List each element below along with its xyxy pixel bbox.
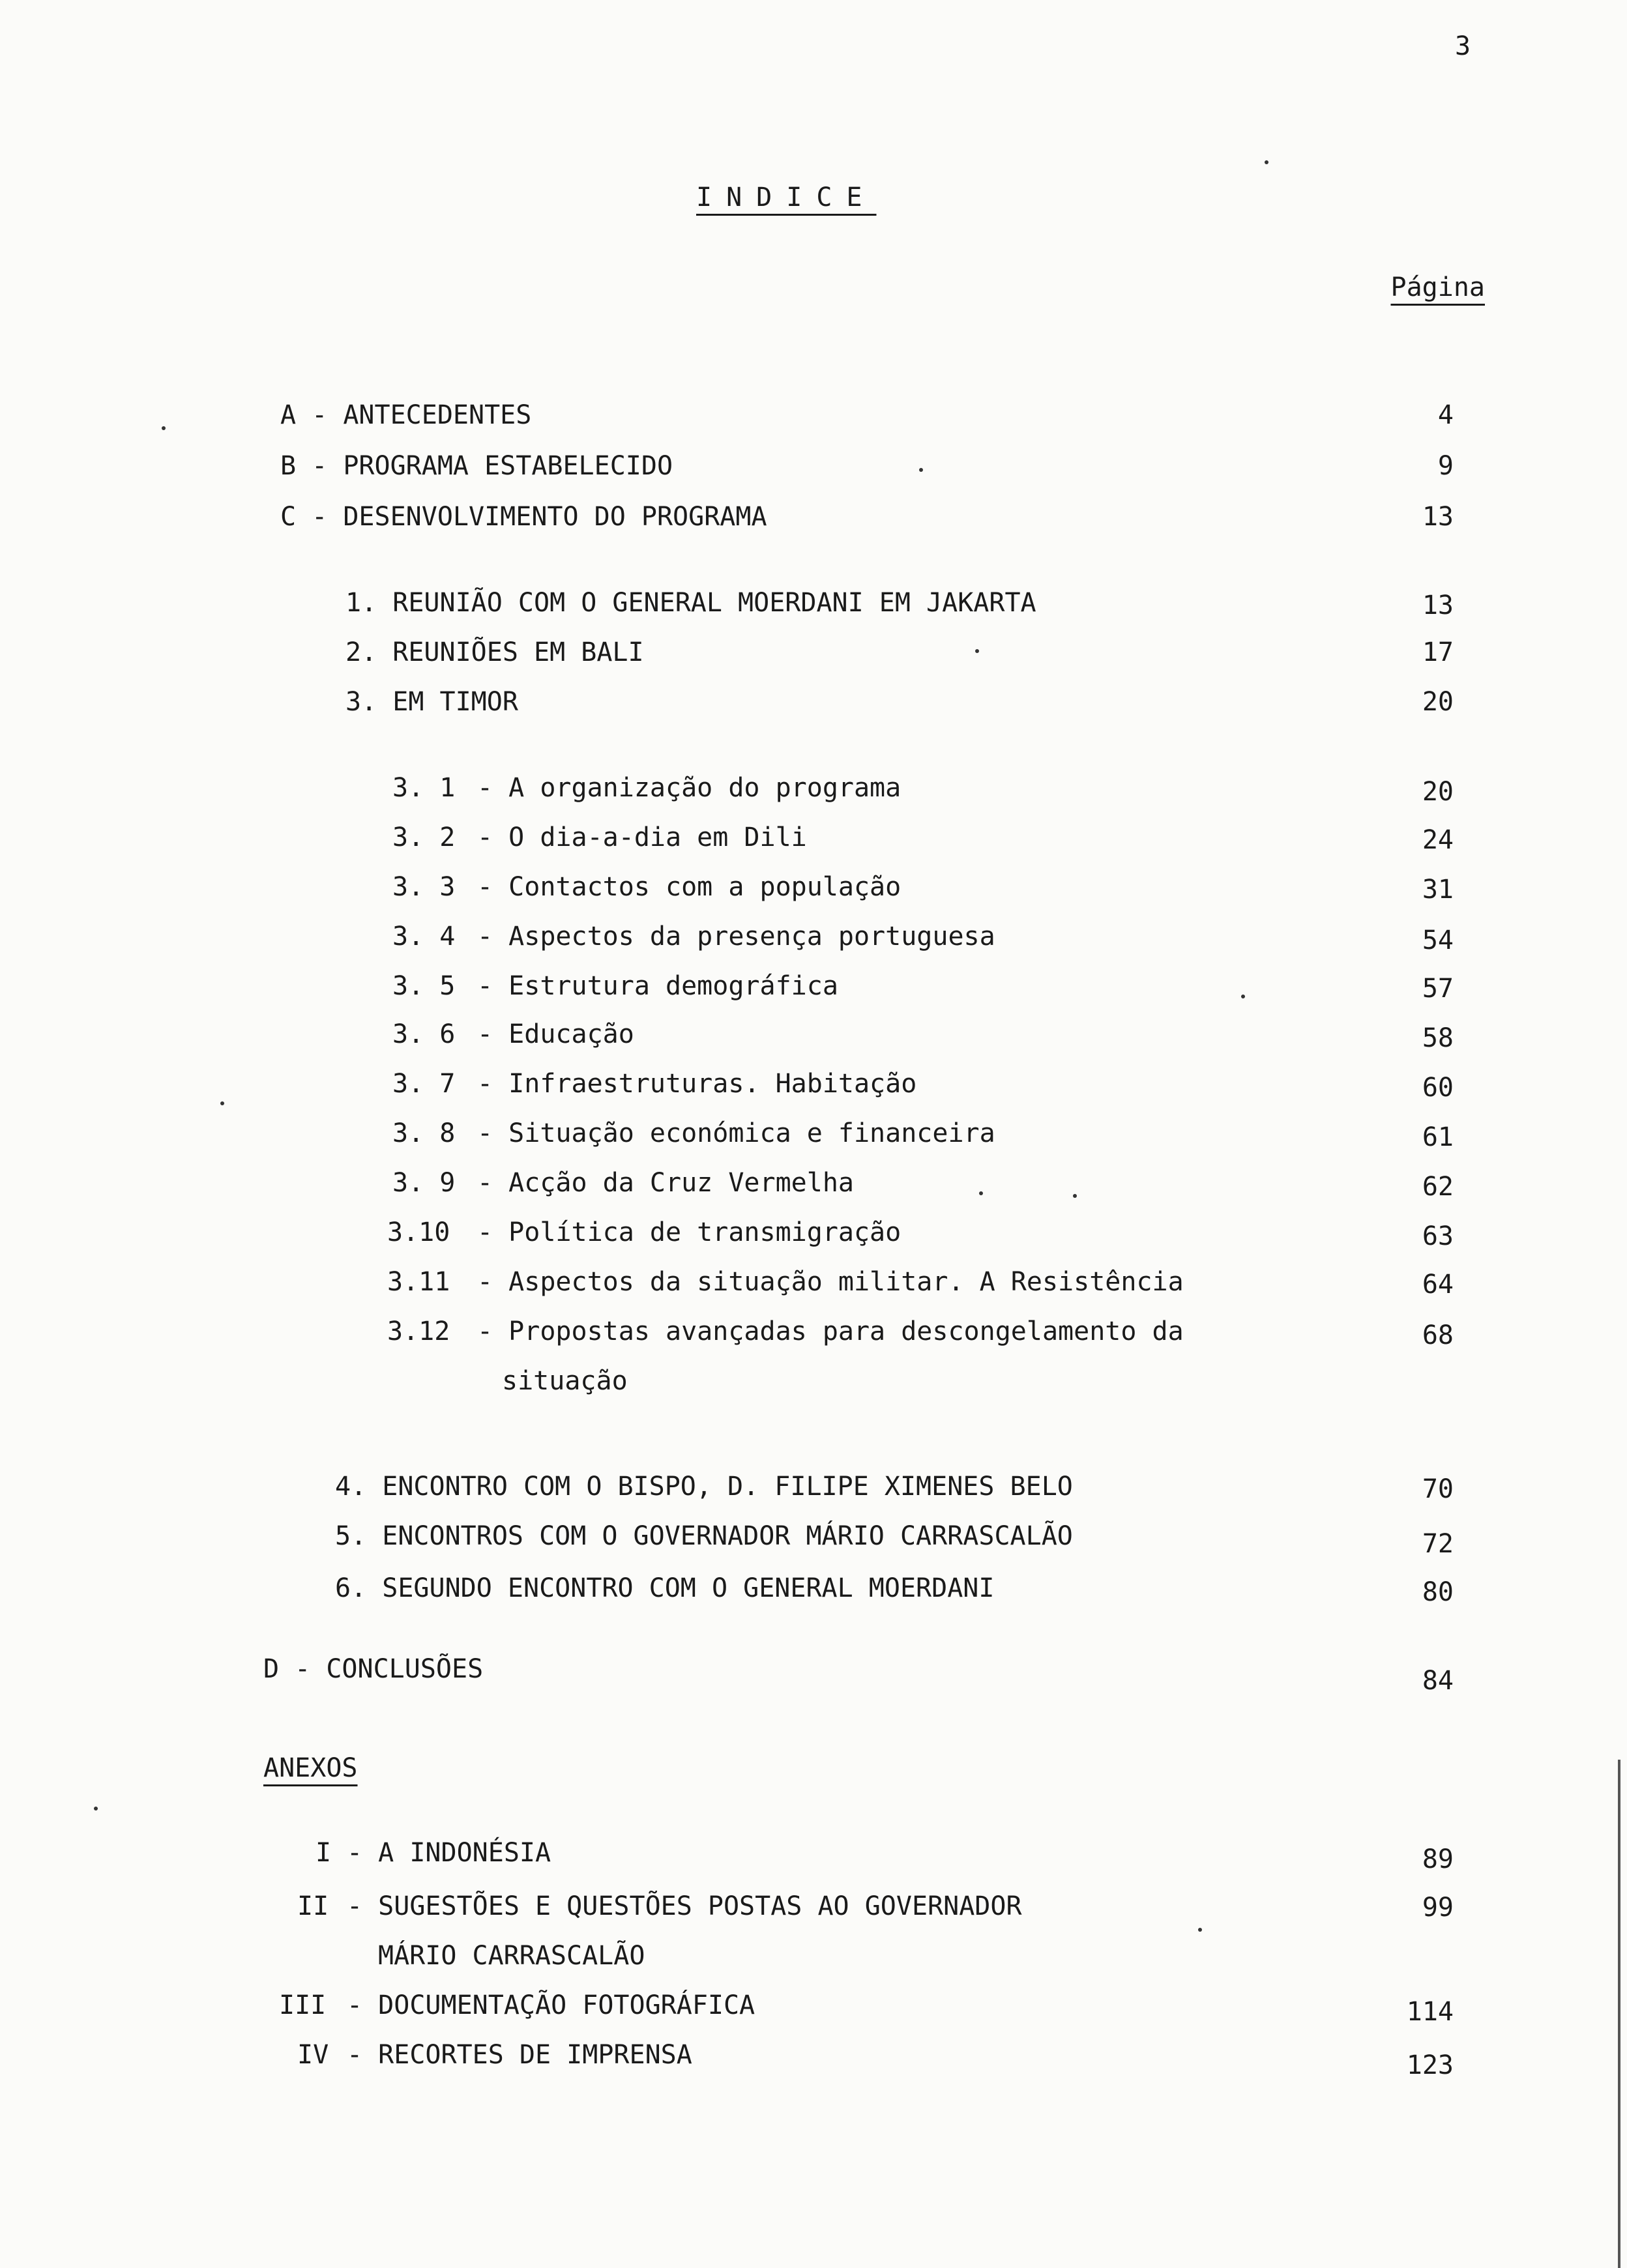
annex-entry-i: - A INDONÉSIA: [347, 1838, 551, 1868]
scan-speck: [919, 468, 923, 472]
toc-page-5: 72: [1422, 1529, 1454, 1559]
annex-entry-ii: - SUGESTÕES E QUESTÕES POSTAS AO GOVERNADOR: [347, 1891, 1022, 1921]
annex-label-i: A INDONÉSIA: [378, 1838, 551, 1868]
toc-page-3-5: 57: [1422, 974, 1454, 1004]
annex-page-i: 89: [1422, 1844, 1454, 1874]
toc-entry-3-2: - O dia-a-dia em Dili: [477, 822, 807, 852]
annexes-heading: ANEXOS: [263, 1753, 358, 1783]
toc-title-3-9: Acção da Cruz Vermelha: [508, 1168, 854, 1198]
scan-edge-line: [1618, 1760, 1620, 2268]
annex-page-iii: 114: [1406, 1997, 1454, 2027]
annex-numeral-iv: IV: [297, 2040, 329, 2070]
toc-number-3-10: 3.10: [387, 1217, 450, 1247]
toc-entry-5: 5. ENCONTROS COM O GOVERNADOR MÁRIO CARRASCALÃO: [335, 1521, 1073, 1551]
toc-title-3-12: Propostas avançadas para descongelamento da: [508, 1316, 1184, 1346]
page-title: INDICE: [696, 182, 877, 212]
annex-numeral-ii: II: [297, 1891, 329, 1921]
toc-page-3-6: 58: [1422, 1023, 1454, 1053]
page-column-label: Página: [1390, 272, 1485, 302]
scan-speck: [1198, 1928, 1202, 1932]
annex-label-ii-cont: MÁRIO CARRASCALÃO: [378, 1941, 645, 1971]
toc-entry-3-12: - Propostas avançadas para descongelamento da: [477, 1316, 1184, 1346]
toc-page-3-10: 63: [1422, 1221, 1454, 1251]
toc-page-c: 13: [1422, 502, 1454, 532]
scan-speck: [1073, 1194, 1077, 1198]
toc-entry-3-4: - Aspectos da presença portuguesa: [477, 922, 995, 952]
scan-speck: [94, 1807, 98, 1810]
toc-entry-3-5: - Estrutura demográfica: [477, 971, 838, 1001]
annex-label-ii: SUGESTÕES E QUESTÕES POSTAS AO GOVERNADOR: [378, 1891, 1022, 1921]
annex-entry-iii: - DOCUMENTAÇÃO FOTOGRÁFICA: [347, 1990, 755, 2020]
toc-page-a: 4: [1437, 400, 1454, 430]
toc-title-3-7: Infraestruturas. Habitação: [508, 1069, 917, 1099]
annex-label-iv: RECORTES DE IMPRENSA: [378, 2040, 692, 2070]
annex-page-iv: 123: [1406, 2050, 1454, 2080]
toc-page-3-1: 20: [1422, 777, 1454, 807]
toc-title-3-4: Aspectos da presença portuguesa: [508, 922, 995, 952]
toc-entry-2: 2. REUNIÕES EM BALI: [345, 637, 644, 667]
toc-title-3-1: A organização do programa: [508, 773, 901, 803]
toc-number-3-9: 3. 9: [392, 1168, 456, 1198]
toc-number-3-6: 3. 6: [392, 1019, 456, 1049]
toc-page-3-3: 31: [1422, 875, 1454, 905]
toc-entry-3-9: - Acção da Cruz Vermelha: [477, 1168, 854, 1198]
toc-page-b: 9: [1437, 451, 1454, 481]
toc-number-3-5: 3. 5: [392, 971, 456, 1001]
toc-entry-3-3: - Contactos com a população: [477, 872, 901, 902]
toc-page-1: 13: [1422, 590, 1454, 620]
toc-number-3-2: 3. 2: [392, 822, 456, 852]
toc-page-3-7: 60: [1422, 1073, 1454, 1103]
scan-speck: [1241, 995, 1245, 998]
toc-entry-3-10: - Política de transmigração: [477, 1217, 901, 1247]
toc-number-3-11: 3.11: [387, 1267, 450, 1297]
toc-title-3-6: Educação: [508, 1019, 634, 1049]
toc-title-3-12-cont: situação: [502, 1366, 628, 1396]
toc-entry-4: 4. ENCONTRO COM O BISPO, D. FILIPE XIMENES BELO: [335, 1472, 1073, 1502]
scan-speck: [979, 1191, 983, 1195]
toc-page-3-11: 64: [1422, 1270, 1454, 1300]
toc-entry-a: A - ANTECEDENTES: [280, 400, 532, 430]
annex-numeral-iii: III: [279, 1990, 327, 2020]
toc-number-3-7: 3. 7: [392, 1069, 456, 1099]
toc-number-3-12: 3.12: [387, 1316, 450, 1346]
toc-page-4: 70: [1422, 1474, 1454, 1504]
toc-number-3-1: 3. 1: [392, 773, 456, 803]
toc-entry-3: 3. EM TIMOR: [345, 687, 518, 717]
toc-title-3-11: Aspectos da situação militar. A Resistência: [508, 1267, 1184, 1297]
toc-page-3-12: 68: [1422, 1320, 1454, 1350]
toc-page-3-4: 54: [1422, 925, 1454, 955]
page-number: 3: [1455, 31, 1471, 61]
annex-page-ii: 99: [1422, 1893, 1454, 1923]
toc-title-3-5: Estrutura demográfica: [508, 971, 838, 1001]
annex-numeral-i: I: [315, 1838, 332, 1868]
annex-label-iii: DOCUMENTAÇÃO FOTOGRÁFICA: [378, 1990, 755, 2020]
annex-entry-iv: - RECORTES DE IMPRENSA: [347, 2040, 692, 2070]
toc-page-6: 80: [1422, 1577, 1454, 1607]
toc-entry-3-6: - Educação: [477, 1019, 634, 1049]
toc-entry-b: B - PROGRAMA ESTABELECIDO: [280, 451, 673, 481]
toc-entry-3-8: - Situação económica e financeira: [477, 1118, 995, 1148]
toc-entry-d: D - CONCLUSÕES: [263, 1654, 484, 1684]
scan-speck: [162, 426, 166, 430]
toc-page-3-2: 24: [1422, 825, 1454, 855]
toc-entry-1: 1. REUNIÃO COM O GENERAL MOERDANI EM JAKARTA: [345, 588, 1036, 618]
toc-entry-6: 6. SEGUNDO ENCONTRO COM O GENERAL MOERDANI: [335, 1573, 995, 1603]
toc-page-2: 17: [1422, 637, 1454, 667]
toc-number-3-3: 3. 3: [392, 872, 456, 902]
toc-title-3-10: Política de transmigração: [508, 1217, 901, 1247]
scan-speck: [975, 649, 979, 653]
toc-title-3-2: O dia-a-dia em Dili: [508, 822, 807, 852]
toc-page-3: 20: [1422, 687, 1454, 717]
toc-page-3-9: 62: [1422, 1172, 1454, 1202]
toc-title-3-3: Contactos com a população: [508, 872, 901, 902]
toc-title-3-8: Situação económica e financeira: [508, 1118, 995, 1148]
toc-page-d: 84: [1422, 1666, 1454, 1696]
toc-entry-3-7: - Infraestruturas. Habitação: [477, 1069, 917, 1099]
toc-number-3-4: 3. 4: [392, 922, 456, 952]
toc-number-3-8: 3. 8: [392, 1118, 456, 1148]
toc-entry-3-11: - Aspectos da situação militar. A Resistência: [477, 1267, 1184, 1297]
scan-speck: [220, 1101, 224, 1105]
toc-entry-3-1: - A organização do programa: [477, 773, 901, 803]
scan-speck: [1265, 160, 1268, 164]
toc-entry-c: C - DESENVOLVIMENTO DO PROGRAMA: [280, 502, 767, 532]
toc-page-3-8: 61: [1422, 1122, 1454, 1152]
